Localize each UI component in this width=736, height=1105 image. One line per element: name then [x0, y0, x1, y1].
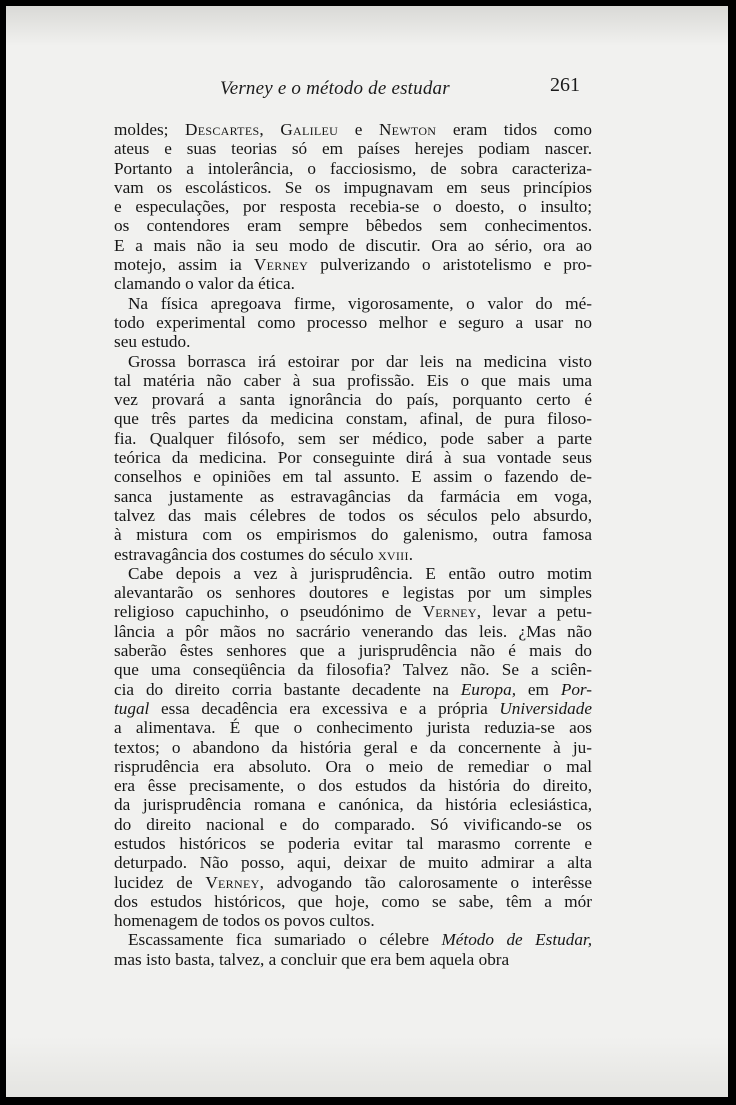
- text-line: [114, 409, 592, 428]
- small-caps-name: Galileu: [280, 120, 339, 139]
- text-segment: pulverizando o aristotelismo e pro-: [308, 255, 593, 275]
- text-segment: moldes;: [114, 120, 186, 139]
- page-number: 261: [550, 74, 580, 96]
- text-line: [114, 390, 592, 409]
- text-line: [114, 506, 592, 525]
- text-line: [114, 352, 592, 371]
- text-line: [114, 641, 592, 660]
- text-segment: mas isto basta, talvez, a concluir que era bem aquela obra: [114, 949, 510, 969]
- text-line: [114, 216, 592, 235]
- italic-text: Método de Estudar,: [441, 930, 592, 950]
- text-segment: Escassamente fica sumariado o célebre: [128, 930, 442, 950]
- text-line: [114, 911, 592, 930]
- text-segment: à mistura com os empirismos do galenismo, outra famosa: [114, 525, 592, 545]
- text-segment: textos; o abandono da história geral e da concernente à ju-: [114, 737, 592, 757]
- text-segment: motejo, assim ia: [114, 255, 254, 275]
- text-segment: Cabe depois a vez à jurisprudência. E então outro motim: [128, 563, 592, 583]
- text-line: [114, 757, 592, 776]
- text-segment: Portanto a intolerância, o facciosismo, de sobra caracteriza-: [114, 158, 592, 178]
- text-segment: que uma conseqüência da filosofia? Talvez não. Se a sciên-: [114, 660, 592, 680]
- text-line: [114, 564, 592, 583]
- text-line: [114, 930, 592, 949]
- text-segment: Grossa borrasca irá estoirar por dar leis na medicina visto: [128, 351, 592, 371]
- text-line: [114, 873, 592, 892]
- text-line: [114, 448, 592, 467]
- text-segment: os contendores eram sempre bêbedos sem conhecimentos.: [114, 216, 592, 236]
- text-segment: todo experimental como processo melhor e seguro a usar no: [114, 312, 592, 332]
- text-line: [114, 178, 592, 197]
- text-segment: ,: [259, 120, 281, 139]
- text-segment: eram tidos como: [436, 120, 592, 139]
- text-line: [114, 294, 592, 313]
- text-segment: , levar a petu-: [476, 602, 592, 622]
- text-segment: .: [408, 544, 414, 564]
- text-segment: risprudência era absoluto. Ora o meio de remediar o mal: [114, 756, 592, 776]
- text-line: [114, 853, 592, 872]
- italic-text: Por-: [560, 679, 592, 699]
- small-caps-name: Verney: [422, 602, 477, 622]
- text-segment: teórica da medicina. Por conseguinte dirá à sua vontade seus: [114, 448, 592, 468]
- book-page: [6, 6, 728, 1097]
- text-segment: estravagância dos costumes do século: [114, 544, 378, 564]
- text-segment: lucidez de: [114, 872, 206, 892]
- italic-text: Europa,: [460, 679, 516, 699]
- text-segment: religioso capuchinho, o pseudónimo de: [114, 602, 423, 622]
- text-line: [114, 834, 592, 853]
- text-segment: deturpado. Não posso, aqui, deixar de muito admirar a alta: [114, 853, 592, 873]
- text-line: [114, 467, 592, 486]
- text-line: [114, 545, 592, 564]
- small-caps-name: xviii: [377, 544, 409, 564]
- text-segment: clamando o valor da ética.: [114, 274, 295, 294]
- text-segment: vam os escolásticos. Se os impugnavam em seus princípios: [114, 177, 592, 197]
- text-segment: dos estudos históricos, que hoje, como se sabe, têm a mór: [114, 891, 592, 911]
- text-segment: e especulações, por resposta recebia-se o doesto, o insulto;: [114, 197, 592, 217]
- text-line: [114, 602, 592, 621]
- text-segment: E a mais não ia seu modo de discutir. Ora ao sério, ora ao: [114, 235, 592, 255]
- text-segment: talvez das mais célebres de todos os séculos pelo absurdo,: [114, 505, 592, 525]
- text-segment: e: [338, 120, 379, 139]
- text-segment: ateus e suas teorias só em países herejes podiam nascer.: [114, 139, 592, 159]
- text-line: [114, 197, 592, 216]
- small-caps-name: Newton: [378, 120, 437, 139]
- text-segment: seu estudo.: [114, 332, 191, 352]
- text-line: [114, 236, 592, 255]
- text-segment: era êsse precisamente, o dos estudos da história do direito,: [114, 776, 592, 796]
- text-line: [114, 892, 592, 911]
- text-segment: conselhos e opiniões em tal assunto. E assim o fazendo de-: [114, 467, 592, 487]
- small-caps-name: Verney: [253, 255, 309, 275]
- text-line: [114, 313, 592, 332]
- text-segment: tal matéria não caber à sua profissão. Eis o que mais uma: [114, 370, 592, 390]
- text-segment: Na física apregoava firme, vigorosamente, o valor do mé-: [128, 293, 592, 313]
- text-segment: vez provará a santa ignorância do país, porquanto certo é: [114, 390, 592, 410]
- text-line: [114, 371, 592, 390]
- text-line: [114, 487, 592, 506]
- text-segment: estudos históricos se poderia evitar tal marasmo corrente e: [114, 833, 592, 853]
- running-title: Verney e o método de estudar: [220, 78, 450, 99]
- text-segment: que três partes da medicina constam, afinal, de pura filoso-: [114, 409, 592, 429]
- text-line: [114, 159, 592, 178]
- page-header: [220, 72, 580, 102]
- text-line: [114, 738, 592, 757]
- text-segment: essa decadência era excessiva e a própria: [149, 698, 500, 718]
- text-segment: lância a pôr mãos no sacrário venerando das leis. ¿Mas não: [114, 621, 592, 641]
- italic-text: Universidade: [499, 698, 592, 718]
- text-line: [114, 139, 592, 158]
- text-line: [114, 583, 592, 602]
- text-segment: sanca justamente as estravagâncias da farmácia em voga,: [114, 486, 592, 506]
- italic-text: tugal: [114, 698, 150, 718]
- text-segment: da jurisprudência romana e canónica, da história eclesiástica,: [114, 795, 592, 815]
- text-line: [114, 815, 592, 834]
- text-line: [114, 699, 592, 718]
- text-segment: homenagem de todos os povos cultos.: [114, 911, 375, 931]
- text-line: [114, 429, 592, 448]
- text-line: [114, 680, 592, 699]
- text-line: [114, 950, 592, 969]
- text-segment: fia. Qualquer filósofo, sem ser médico, pode saber a parte: [114, 428, 592, 448]
- small-caps-name: Descartes: [185, 120, 260, 139]
- text-line: [114, 525, 592, 544]
- text-line: [114, 274, 592, 293]
- text-segment: saberão êstes senhores que a jurisprudência não é mais do: [114, 641, 592, 661]
- text-line: [114, 795, 592, 814]
- text-segment: a alimentava. É que o conhecimento jurista reduzia-se aos: [114, 718, 592, 738]
- small-caps-name: Verney: [205, 872, 260, 892]
- text-segment: , advogando tão calorosamente o interêsse: [259, 872, 592, 892]
- text-line: [114, 120, 592, 139]
- text-segment: cia do direito corria bastante decadente na: [114, 679, 461, 699]
- text-segment: em: [516, 679, 561, 699]
- text-line: [114, 332, 592, 351]
- text-segment: do direito nacional e do comparado. Só vivificando-se os: [114, 814, 592, 834]
- text-segment: alevantarão os senhores doutores e legistas por um simples: [114, 583, 592, 603]
- text-line: [114, 255, 592, 274]
- text-line: [114, 718, 592, 737]
- text-line: [114, 776, 592, 795]
- text-line: [114, 660, 592, 679]
- body-text: [114, 120, 592, 969]
- text-line: [114, 622, 592, 641]
